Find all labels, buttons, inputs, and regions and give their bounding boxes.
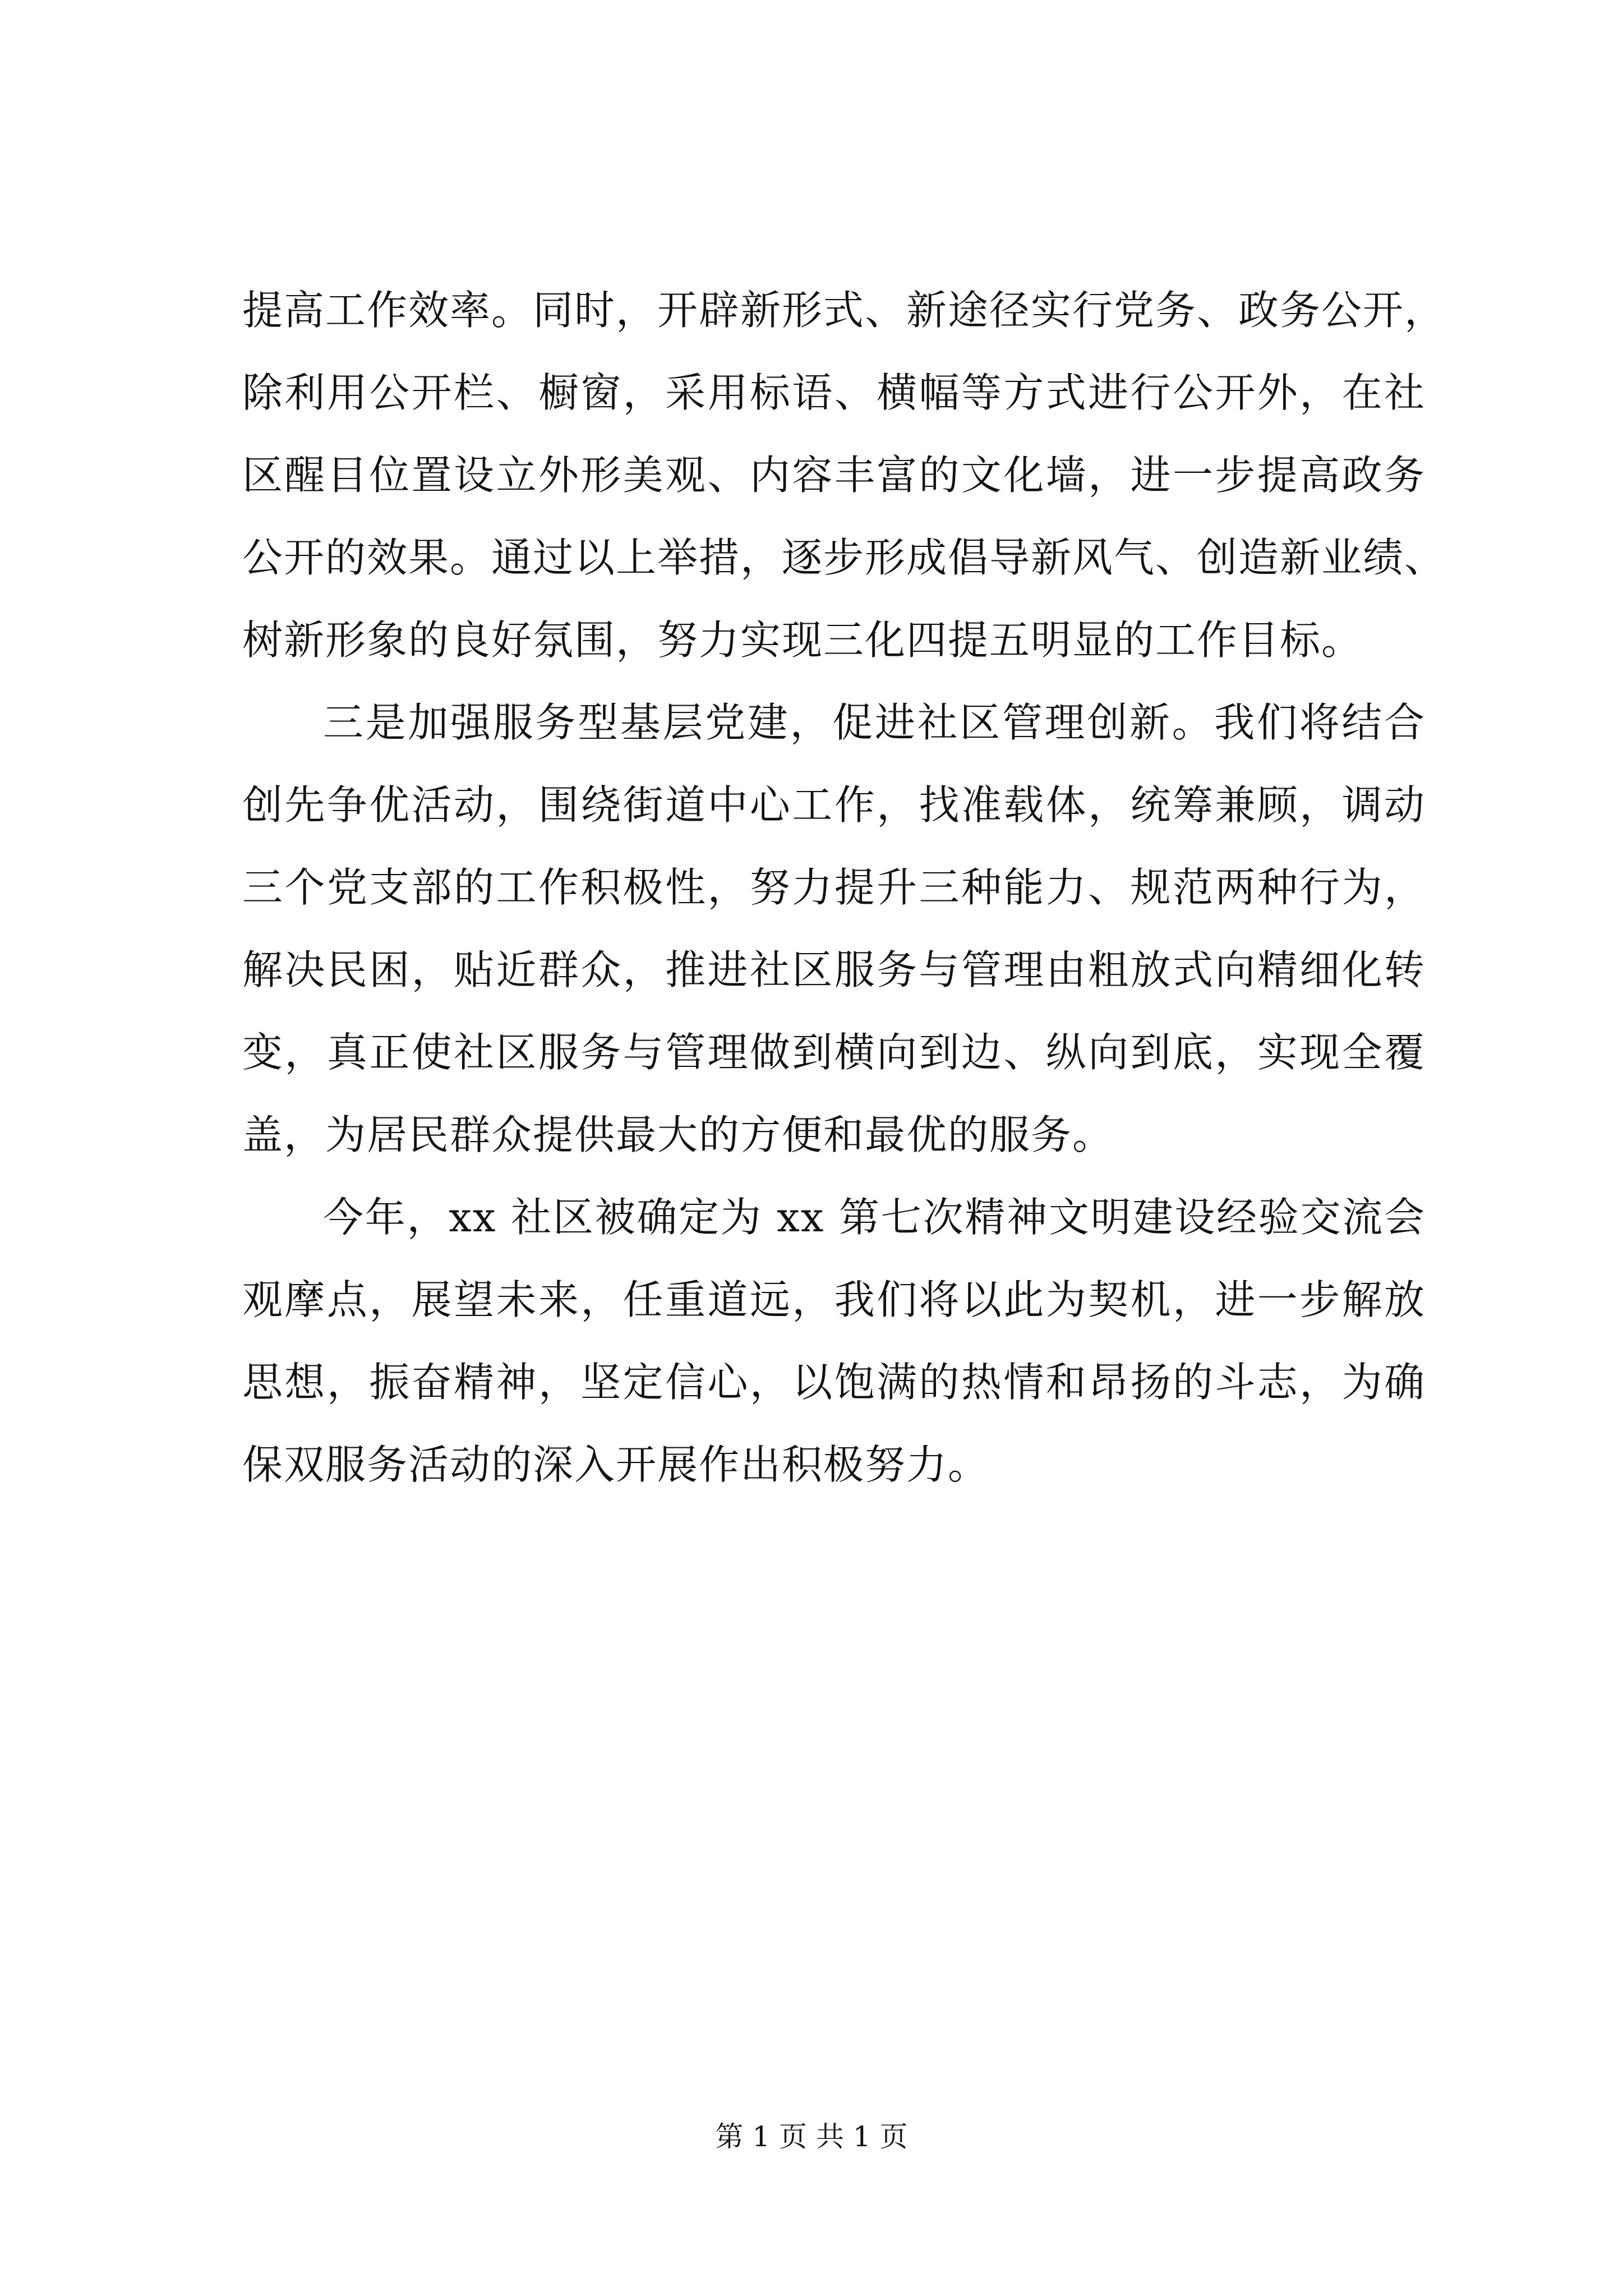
text-line: 观摩点，展望未来，任重道远，我们将以此为契机，进一步解放 [242, 1276, 1426, 1323]
text-line: 三是加强服务型基层党建，促进社区管理创新。我们将结合 [323, 699, 1426, 746]
text-line: 树新形象的良好氛围，努力实现三化四提五明显的工作目标。 [242, 616, 1363, 664]
text-line: 保双服务活动的深入开展作出积极努力。 [242, 1441, 990, 1488]
text-line: 思想，振奋精神，坚定信心，以饱满的热情和昂扬的斗志，为确 [242, 1359, 1426, 1406]
text-line: 创先争优活动，围绕街道中心工作，找准载体，统筹兼顾，调动 [242, 781, 1426, 829]
text-line: 今年，xx 社区被确定为 xx 第七次精神文明建设经验交流会 [323, 1194, 1426, 1241]
text-line: 区醒目位置设立外形美观、内容丰富的文化墙，进一步提高政务 [242, 452, 1426, 499]
paragraph-transparency [242, 269, 1446, 682]
text-line: 除利用公开栏、橱窗，采用标语、横幅等方式进行公开外，在社 [242, 369, 1426, 416]
text-line: 盖，为居民群众提供最大的方便和最优的服务。 [242, 1111, 1114, 1158]
text-line: 解决民困，贴近群众，推进社区服务与管理由粗放式向精细化转 [242, 946, 1426, 993]
text-line: 三个党支部的工作积极性，努力提升三种能力、规范两种行为， [242, 864, 1426, 911]
text-line: 提高工作效率。同时，开辟新形式、新途径实行党务、政务公开， [242, 287, 1446, 334]
document-body [242, 269, 1446, 1506]
paragraph-party-building [242, 682, 1426, 1176]
text-line: 变，真正使社区服务与管理做到横向到边、纵向到底，实现全覆 [242, 1029, 1426, 1076]
page-number-footer: 第 1 页 共 1 页 [715, 2120, 908, 2153]
text-line: 公开的效果。通过以上举措，逐步形成倡导新风气、创造新业绩、 [242, 534, 1446, 581]
paragraph-outlook [242, 1176, 1426, 1506]
